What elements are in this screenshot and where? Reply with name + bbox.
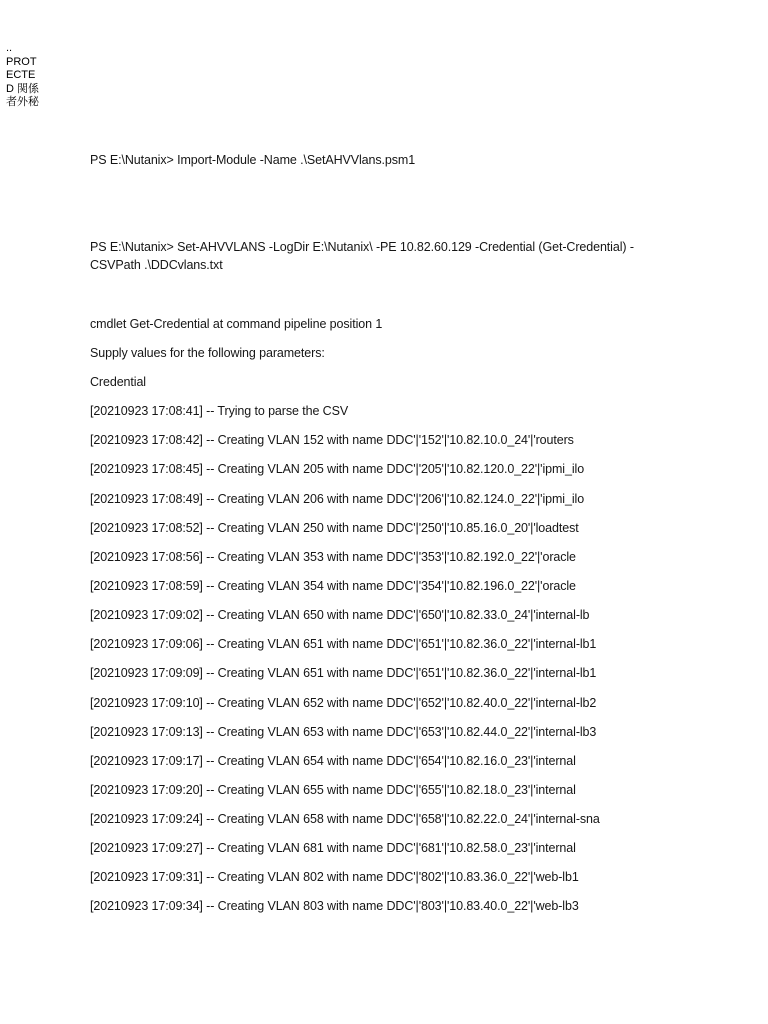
log-line: [20210923 17:08:52] -- Creating VLAN 250 with name DDC'|'250'|'10.85.16.0_20'|'loadtest (90, 521, 579, 535)
log-line: [20210923 17:09:17] -- Creating VLAN 654 with name DDC'|'654'|'10.82.16.0_23'|'internal (90, 754, 576, 768)
log-line: [20210923 17:09:31] -- Creating VLAN 802 with name DDC'|'802'|'10.83.36.0_22'|'web-lb1 (90, 870, 579, 884)
log-line: [20210923 17:09:06] -- Creating VLAN 651 with name DDC'|'651'|'10.82.36.0_22'|'internal-lb1 (90, 637, 597, 651)
stamp-line: ECTE (6, 69, 36, 81)
stamp-line: 者外秘 (6, 96, 39, 108)
stamp-line: D 関係 (6, 82, 39, 95)
log-line: [20210923 17:09:34] -- Creating VLAN 803 with name DDC'|'803'|'10.83.40.0_22'|'web-lb3 (90, 899, 579, 913)
log-line: [20210923 17:09:24] -- Creating VLAN 658 with name DDC'|'658'|'10.82.22.0_24'|'internal-sna (90, 812, 600, 826)
log-line: [20210923 17:09:09] -- Creating VLAN 651 with name DDC'|'651'|'10.82.36.0_22'|'internal-lb1 (90, 666, 597, 680)
stamp-line: .. (6, 42, 13, 54)
import-module-command: PS E:\Nutanix> Import-Module -Name .\SetAHVVlans.psm1 (90, 153, 416, 167)
cmdlet-prompt-line: cmdlet Get-Credential at command pipeline position 1 (90, 317, 383, 331)
log-line: [20210923 17:09:13] -- Creating VLAN 653 with name DDC'|'653'|'10.82.44.0_22'|'internal-lb3 (90, 725, 597, 739)
supply-values-line: Supply values for the following parameters: (90, 346, 325, 360)
log-line: [20210923 17:08:41] -- Trying to parse the CSV (90, 404, 349, 418)
log-line: [20210923 17:09:27] -- Creating VLAN 681 with name DDC'|'681'|'10.82.58.0_23'|'internal (90, 841, 576, 855)
log-line: [20210923 17:09:02] -- Creating VLAN 650 with name DDC'|'650'|'10.82.33.0_24'|'internal-lb (90, 608, 590, 622)
log-line: [20210923 17:08:49] -- Creating VLAN 206 with name DDC'|'206'|'10.82.124.0_22'|'ipmi_ilo (90, 492, 585, 506)
confidentiality-stamp (6, 42, 39, 110)
log-line: [20210923 17:08:42] -- Creating VLAN 152 with name DDC'|'152'|'10.82.10.0_24'|'routers (90, 433, 574, 447)
stamp-line: PROT (6, 55, 37, 68)
log-line: [20210923 17:08:45] -- Creating VLAN 205 with name DDC'|'205'|'10.82.120.0_22'|'ipmi_ilo (90, 462, 585, 476)
log-line: [20210923 17:09:10] -- Creating VLAN 652 with name DDC'|'652'|'10.82.40.0_22'|'internal-lb2 (90, 696, 597, 710)
set-ahvvlans-command: PS E:\Nutanix> Set-AHVVLANS -LogDir E:\Nutanix\ -PE 10.82.60.129 -Credential (Get-Credential) - CSVPath .\DDCvlans.txt (90, 240, 634, 272)
credential-line: Credential (90, 375, 146, 389)
log-line: [20210923 17:08:59] -- Creating VLAN 354 with name DDC'|'354'|'10.82.196.0_22'|'oracle (90, 579, 576, 593)
log-line: [20210923 17:09:20] -- Creating VLAN 655 with name DDC'|'655'|'10.82.18.0_23'|'internal (90, 783, 576, 797)
log-line: [20210923 17:08:56] -- Creating VLAN 353 with name DDC'|'353'|'10.82.192.0_22'|'oracle (90, 550, 576, 564)
